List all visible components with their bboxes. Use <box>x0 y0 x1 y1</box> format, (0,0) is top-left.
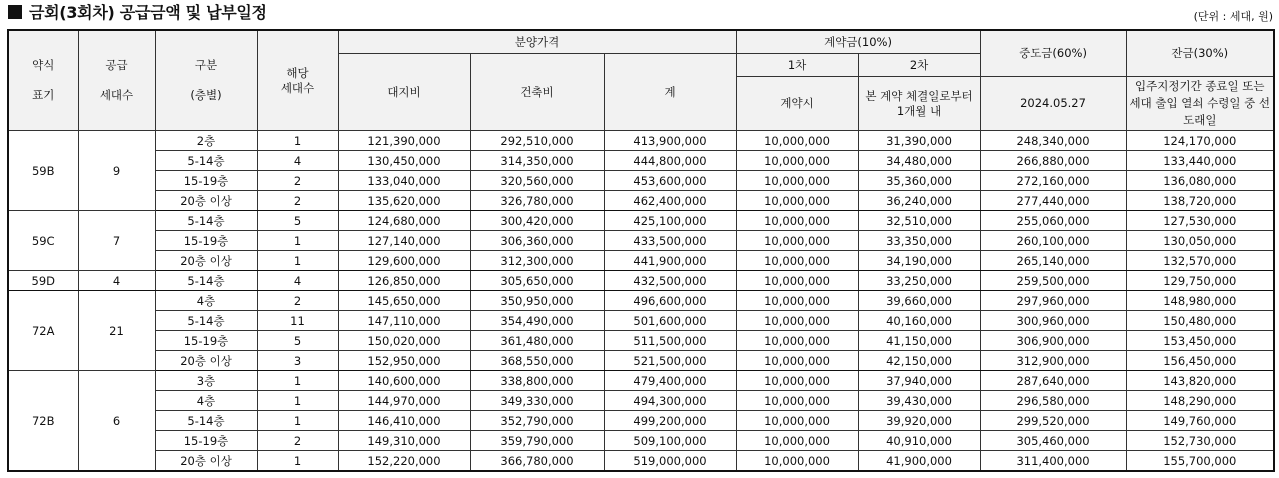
table-row <box>8 211 1274 231</box>
cell-middle: 277,440,000 <box>980 191 1126 211</box>
cell-land: 135,620,000 <box>338 191 470 211</box>
col-at-contract-header: 계약시 <box>736 77 858 131</box>
table-row <box>8 231 1274 251</box>
cell-second: 40,160,000 <box>858 311 980 331</box>
cell-units: 3 <box>257 351 338 371</box>
col-division-line1: 구분 <box>194 58 218 72</box>
cell-total: 444,800,000 <box>604 151 736 171</box>
cell-floor: 5-14층 <box>155 311 257 331</box>
table-header <box>8 30 1274 131</box>
cell-building: 338,800,000 <box>470 371 604 391</box>
cell-land: 144,970,000 <box>338 391 470 411</box>
cell-units: 11 <box>257 311 338 331</box>
cell-second: 41,900,000 <box>858 451 980 472</box>
cell-type: 72B <box>8 371 78 472</box>
cell-middle: 287,640,000 <box>980 371 1126 391</box>
cell-land: 124,680,000 <box>338 211 470 231</box>
cell-total: 519,000,000 <box>604 451 736 472</box>
cell-first: 10,000,000 <box>736 211 858 231</box>
cell-land: 145,650,000 <box>338 291 470 311</box>
cell-floor: 5-14층 <box>155 151 257 171</box>
cell-first: 10,000,000 <box>736 131 858 151</box>
col-balance-note: 입주지정기간 종료일 또는 세대 출입 열쇠 수령일 중 선도래일 <box>1126 77 1274 131</box>
cell-building: 312,300,000 <box>470 251 604 271</box>
table-body <box>8 131 1274 472</box>
col-abbr-line1: 약식 <box>32 58 55 72</box>
cell-building: 306,360,000 <box>470 231 604 251</box>
table-row <box>8 411 1274 431</box>
col-total-header: 계 <box>604 54 736 131</box>
cell-middle: 306,900,000 <box>980 331 1126 351</box>
table-row <box>8 291 1274 311</box>
unit-note: (단위 : 세대, 원) <box>1193 10 1273 23</box>
cell-supply-count: 9 <box>78 131 155 211</box>
cell-second: 41,150,000 <box>858 331 980 351</box>
col-supply-header <box>78 30 155 131</box>
cell-balance: 124,170,000 <box>1126 131 1274 151</box>
cell-land: 121,390,000 <box>338 131 470 151</box>
cell-total: 432,500,000 <box>604 271 736 291</box>
table-row <box>8 431 1274 451</box>
cell-total: 496,600,000 <box>604 291 736 311</box>
cell-first: 10,000,000 <box>736 451 858 472</box>
cell-floor: 20층 이상 <box>155 451 257 472</box>
cell-total: 413,900,000 <box>604 131 736 151</box>
cell-supply-count: 21 <box>78 291 155 371</box>
cell-balance: 132,570,000 <box>1126 251 1274 271</box>
col-units-line2: 세대수 <box>280 80 315 95</box>
cell-second: 33,350,000 <box>858 231 980 251</box>
cell-building: 305,650,000 <box>470 271 604 291</box>
cell-floor: 15-19층 <box>155 171 257 191</box>
cell-units: 4 <box>257 151 338 171</box>
cell-building: 350,950,000 <box>470 291 604 311</box>
cell-first: 10,000,000 <box>736 331 858 351</box>
table-row <box>8 391 1274 411</box>
cell-units: 1 <box>257 451 338 472</box>
cell-type: 59D <box>8 271 78 291</box>
col-within-month-header <box>858 77 980 131</box>
cell-second: 39,920,000 <box>858 411 980 431</box>
cell-units: 1 <box>257 131 338 151</box>
col-building-header: 건축비 <box>470 54 604 131</box>
cell-second: 39,660,000 <box>858 291 980 311</box>
cell-balance: 149,760,000 <box>1126 411 1274 431</box>
cell-total: 509,100,000 <box>604 431 736 451</box>
table-row <box>8 351 1274 371</box>
cell-middle: 300,960,000 <box>980 311 1126 331</box>
col-land-header: 대지비 <box>338 54 470 131</box>
cell-first: 10,000,000 <box>736 371 858 391</box>
cell-land: 147,110,000 <box>338 311 470 331</box>
cell-total: 521,500,000 <box>604 351 736 371</box>
cell-second: 35,360,000 <box>858 171 980 191</box>
cell-first: 10,000,000 <box>736 251 858 271</box>
cell-floor: 2층 <box>155 131 257 151</box>
cell-total: 441,900,000 <box>604 251 736 271</box>
cell-balance: 156,450,000 <box>1126 351 1274 371</box>
cell-first: 10,000,000 <box>736 271 858 291</box>
table-row <box>8 191 1274 211</box>
cell-balance: 152,730,000 <box>1126 431 1274 451</box>
col-division-header <box>155 30 257 131</box>
col-units-header <box>257 30 338 131</box>
cell-middle: 296,580,000 <box>980 391 1126 411</box>
cell-second: 40,910,000 <box>858 431 980 451</box>
page-title-text: 금회(3회차) 공급금액 및 납부일정 <box>29 3 267 22</box>
cell-second: 33,250,000 <box>858 271 980 291</box>
cell-supply-count: 6 <box>78 371 155 472</box>
cell-units: 1 <box>257 251 338 271</box>
col-units-line1: 해당 <box>286 65 309 80</box>
supply-price-table <box>7 29 1275 472</box>
cell-second: 39,430,000 <box>858 391 980 411</box>
cell-land: 140,600,000 <box>338 371 470 391</box>
cell-middle: 255,060,000 <box>980 211 1126 231</box>
cell-building: 352,790,000 <box>470 411 604 431</box>
cell-middle: 299,520,000 <box>980 411 1126 431</box>
cell-balance: 133,440,000 <box>1126 151 1274 171</box>
cell-second: 42,150,000 <box>858 351 980 371</box>
table-row <box>8 151 1274 171</box>
cell-floor: 20층 이상 <box>155 191 257 211</box>
cell-type: 59C <box>8 211 78 271</box>
cell-building: 368,550,000 <box>470 351 604 371</box>
cell-middle: 272,160,000 <box>980 171 1126 191</box>
col-middle-date: 2024.05.27 <box>980 77 1126 131</box>
cell-land: 127,140,000 <box>338 231 470 251</box>
col-deposit-header: 계약금(10%) <box>736 30 980 54</box>
col-abbr-header <box>8 30 78 131</box>
cell-middle: 305,460,000 <box>980 431 1126 451</box>
table-row <box>8 331 1274 351</box>
cell-units: 2 <box>257 431 338 451</box>
cell-balance: 153,450,000 <box>1126 331 1274 351</box>
cell-building: 320,560,000 <box>470 171 604 191</box>
cell-first: 10,000,000 <box>736 311 858 331</box>
cell-floor: 5-14층 <box>155 271 257 291</box>
table-row <box>8 251 1274 271</box>
cell-building: 349,330,000 <box>470 391 604 411</box>
cell-floor: 15-19층 <box>155 231 257 251</box>
cell-middle: 266,880,000 <box>980 151 1126 171</box>
cell-balance: 155,700,000 <box>1126 451 1274 472</box>
cell-floor: 4층 <box>155 391 257 411</box>
cell-total: 494,300,000 <box>604 391 736 411</box>
cell-building: 361,480,000 <box>470 331 604 351</box>
cell-land: 126,850,000 <box>338 271 470 291</box>
cell-first: 10,000,000 <box>736 151 858 171</box>
cell-total: 511,500,000 <box>604 331 736 351</box>
cell-floor: 3층 <box>155 371 257 391</box>
cell-first: 10,000,000 <box>736 291 858 311</box>
col-balance-header: 잔금(30%) <box>1126 30 1274 77</box>
table-row <box>8 271 1274 291</box>
cell-total: 433,500,000 <box>604 231 736 251</box>
cell-second: 32,510,000 <box>858 211 980 231</box>
cell-building: 292,510,000 <box>470 131 604 151</box>
table-row <box>8 131 1274 151</box>
cell-land: 149,310,000 <box>338 431 470 451</box>
col-within-month-line1: 본 계약 체결일로부터 <box>865 88 973 103</box>
cell-units: 2 <box>257 291 338 311</box>
cell-units: 1 <box>257 371 338 391</box>
cell-land: 130,450,000 <box>338 151 470 171</box>
cell-middle: 259,500,000 <box>980 271 1126 291</box>
cell-total: 499,200,000 <box>604 411 736 431</box>
cell-balance: 130,050,000 <box>1126 231 1274 251</box>
cell-total: 462,400,000 <box>604 191 736 211</box>
cell-total: 453,600,000 <box>604 171 736 191</box>
cell-balance: 150,480,000 <box>1126 311 1274 331</box>
col-supply-line1: 공급 <box>105 58 128 72</box>
cell-first: 10,000,000 <box>736 191 858 211</box>
cell-balance: 138,720,000 <box>1126 191 1274 211</box>
cell-units: 1 <box>257 391 338 411</box>
cell-units: 2 <box>257 171 338 191</box>
cell-floor: 20층 이상 <box>155 251 257 271</box>
cell-balance: 148,290,000 <box>1126 391 1274 411</box>
cell-middle: 297,960,000 <box>980 291 1126 311</box>
cell-floor: 15-19층 <box>155 331 257 351</box>
cell-first: 10,000,000 <box>736 431 858 451</box>
cell-balance: 143,820,000 <box>1126 371 1274 391</box>
cell-units: 2 <box>257 191 338 211</box>
col-sale-price-header: 분양가격 <box>338 30 736 54</box>
cell-balance: 129,750,000 <box>1126 271 1274 291</box>
col-first-header: 1차 <box>736 54 858 77</box>
table-row <box>8 171 1274 191</box>
cell-balance: 127,530,000 <box>1126 211 1274 231</box>
cell-units: 5 <box>257 331 338 351</box>
cell-supply-count: 7 <box>78 211 155 271</box>
table-row <box>8 371 1274 391</box>
cell-type: 72A <box>8 291 78 371</box>
cell-middle: 260,100,000 <box>980 231 1126 251</box>
cell-building: 300,420,000 <box>470 211 604 231</box>
cell-units: 1 <box>257 231 338 251</box>
cell-second: 36,240,000 <box>858 191 980 211</box>
col-second-header: 2차 <box>858 54 980 77</box>
col-division-line2: (층별) <box>190 88 222 102</box>
cell-building: 354,490,000 <box>470 311 604 331</box>
cell-first: 10,000,000 <box>736 391 858 411</box>
cell-land: 150,020,000 <box>338 331 470 351</box>
cell-units: 1 <box>257 411 338 431</box>
cell-building: 326,780,000 <box>470 191 604 211</box>
cell-units: 5 <box>257 211 338 231</box>
col-supply-line2: 세대수 <box>99 88 134 102</box>
cell-second: 34,480,000 <box>858 151 980 171</box>
cell-land: 146,410,000 <box>338 411 470 431</box>
table-row <box>8 311 1274 331</box>
cell-first: 10,000,000 <box>736 231 858 251</box>
cell-second: 31,390,000 <box>858 131 980 151</box>
cell-land: 129,600,000 <box>338 251 470 271</box>
cell-middle: 265,140,000 <box>980 251 1126 271</box>
page-title <box>8 2 267 24</box>
cell-floor: 5-14층 <box>155 411 257 431</box>
cell-first: 10,000,000 <box>736 411 858 431</box>
cell-total: 501,600,000 <box>604 311 736 331</box>
col-abbr-line2: 표기 <box>32 88 55 102</box>
cell-second: 37,940,000 <box>858 371 980 391</box>
cell-first: 10,000,000 <box>736 351 858 371</box>
col-within-month-line2: 1개월 내 <box>896 103 942 118</box>
cell-floor: 20층 이상 <box>155 351 257 371</box>
cell-supply-count: 4 <box>78 271 155 291</box>
title-row <box>8 2 1273 26</box>
cell-middle: 248,340,000 <box>980 131 1126 151</box>
cell-building: 314,350,000 <box>470 151 604 171</box>
cell-middle: 312,900,000 <box>980 351 1126 371</box>
cell-building: 359,790,000 <box>470 431 604 451</box>
cell-first: 10,000,000 <box>736 171 858 191</box>
cell-land: 152,220,000 <box>338 451 470 472</box>
black-square-icon <box>8 5 22 19</box>
cell-floor: 5-14층 <box>155 211 257 231</box>
cell-balance: 136,080,000 <box>1126 171 1274 191</box>
cell-middle: 311,400,000 <box>980 451 1126 472</box>
cell-balance: 148,980,000 <box>1126 291 1274 311</box>
cell-units: 4 <box>257 271 338 291</box>
cell-floor: 15-19층 <box>155 431 257 451</box>
cell-floor: 4층 <box>155 291 257 311</box>
cell-land: 152,950,000 <box>338 351 470 371</box>
cell-land: 133,040,000 <box>338 171 470 191</box>
cell-total: 425,100,000 <box>604 211 736 231</box>
table-row <box>8 451 1274 472</box>
cell-total: 479,400,000 <box>604 371 736 391</box>
cell-second: 34,190,000 <box>858 251 980 271</box>
cell-type: 59B <box>8 131 78 211</box>
col-middle-header: 중도금(60%) <box>980 30 1126 77</box>
cell-building: 366,780,000 <box>470 451 604 472</box>
